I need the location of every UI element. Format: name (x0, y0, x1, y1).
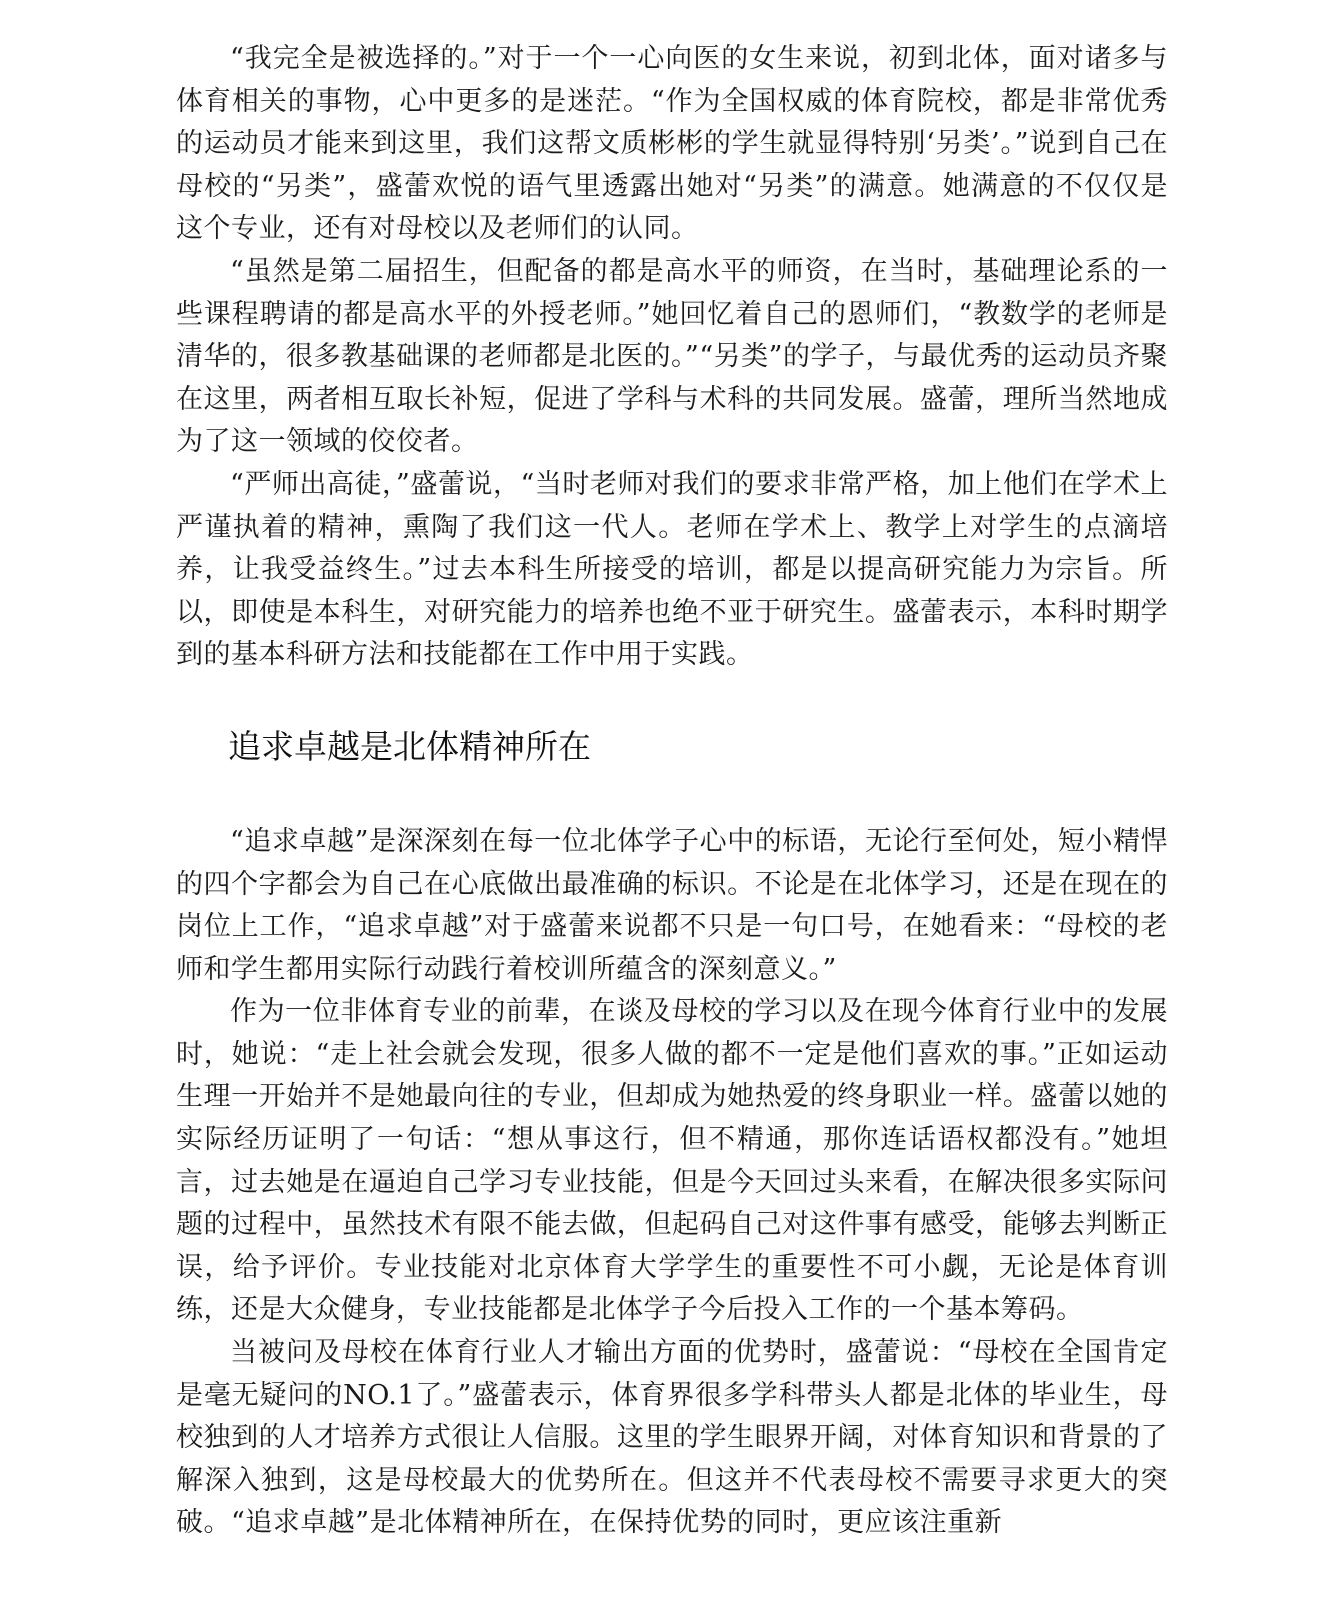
paragraph: 作为一位非体育专业的前辈，在谈及母校的学习以及在现今体育行业中的发展时，她说：“走上社会就会发现，很多人做的都不一定是他们喜欢的事。”正如运动生理一开始并不是她最向往的专业，但却成为她热爱的终身职业一样。盛蕾以她的实际经历证明了一句话：“想从事这行，但不精通，那你连话语权都没有。”她坦言，过去她是在逼迫自己学习专业技能，但是今天回过头来看，在解决很多实际问题的过程中，虽然技术有限不能去做，但起码自己对这件事有感受，能够去判断正误，给予评价。专业技能对北京体育大学学生的重要性不可小觑，无论是体育训练，还是大众健身，专业技能都是北体学子今后投入工作的一个基本筹码。 (176, 996, 1168, 1326)
paragraph: “我完全是被选择的。”对于一个一心向医的女生来说，初到北体，面对诸多与体育相关的事物，心中更多的是迷茫。“作为全国权威的体育院校，都是非常优秀的运动员才能来到这里，我们这帮文质彬彬的学生就显得特别‘另类’。”说到自己在母校的“另类”，盛蕾欢悦的语气里透露出她对“另类”的满意。她满意的不仅仅是这个专业，还有对母校以及老师们的认同。 (176, 43, 1168, 245)
paragraph: 当被问及母校在体育行业人才输出方面的优势时，盛蕾说：“母校在全国肯定是毫无疑问的NO.1了。”盛蕾表示，体育界很多学科带头人都是北体的毕业生，母校独到的人才培养方式很让人信服。这里的学生眼界开阔，对体育知识和背景的了解深入独到，这是母校最大的优势所在。但这并不代表母校不需要寻求更大的突破。“追求卓越”是北体精神所在，在保持优势的同时，更应该注重新 (176, 1337, 1168, 1539)
paragraph: “虽然是第二届招生，但配备的都是高水平的师资，在当时，基础理论系的一些课程聘请的都是高水平的外授老师。”她回忆着自己的恩师们，“教数学的老师是清华的，很多教基础课的老师都是北医的。”“另类”的学子，与最优秀的运动员齐聚在这里，两者相互取长补短，促进了学科与术科的共同发展。盛蕾，理所当然地成为了这一领域的佼佼者。 (176, 255, 1168, 458)
section-title: 追求卓越是北体精神所在 (228, 726, 591, 766)
paragraph: “严师出高徒，”盛蕾说，“当时老师对我们的要求非常严格，加上他们在学术上严谨执着的精神，熏陶了我们这一代人。老师在学术上、教学上对学生的点滴培养，让我受益终生。”过去本科生所接受的培训，都是以提高研究能力为宗旨。所以，即使是本科生，对研究能力的培养也绝不亚于研究生。盛蕾表示，本科时期学到的基本科研方法和技能都在工作中用于实践。 (176, 468, 1168, 671)
paragraph: “追求卓越”是深深刻在每一位北体学子心中的标语，无论行至何处，短小精悍的四个字都会为自己在心底做出最准确的标识。不论是在北体学习，还是在现在的岗位上工作，“追求卓越”对于盛蕾来说都不只是一句口号，在她看来：“母校的老师和学生都用实际行动践行着校训所蕴含的深刻意义。” (176, 825, 1168, 985)
article-page (176, 38, 1168, 1545)
